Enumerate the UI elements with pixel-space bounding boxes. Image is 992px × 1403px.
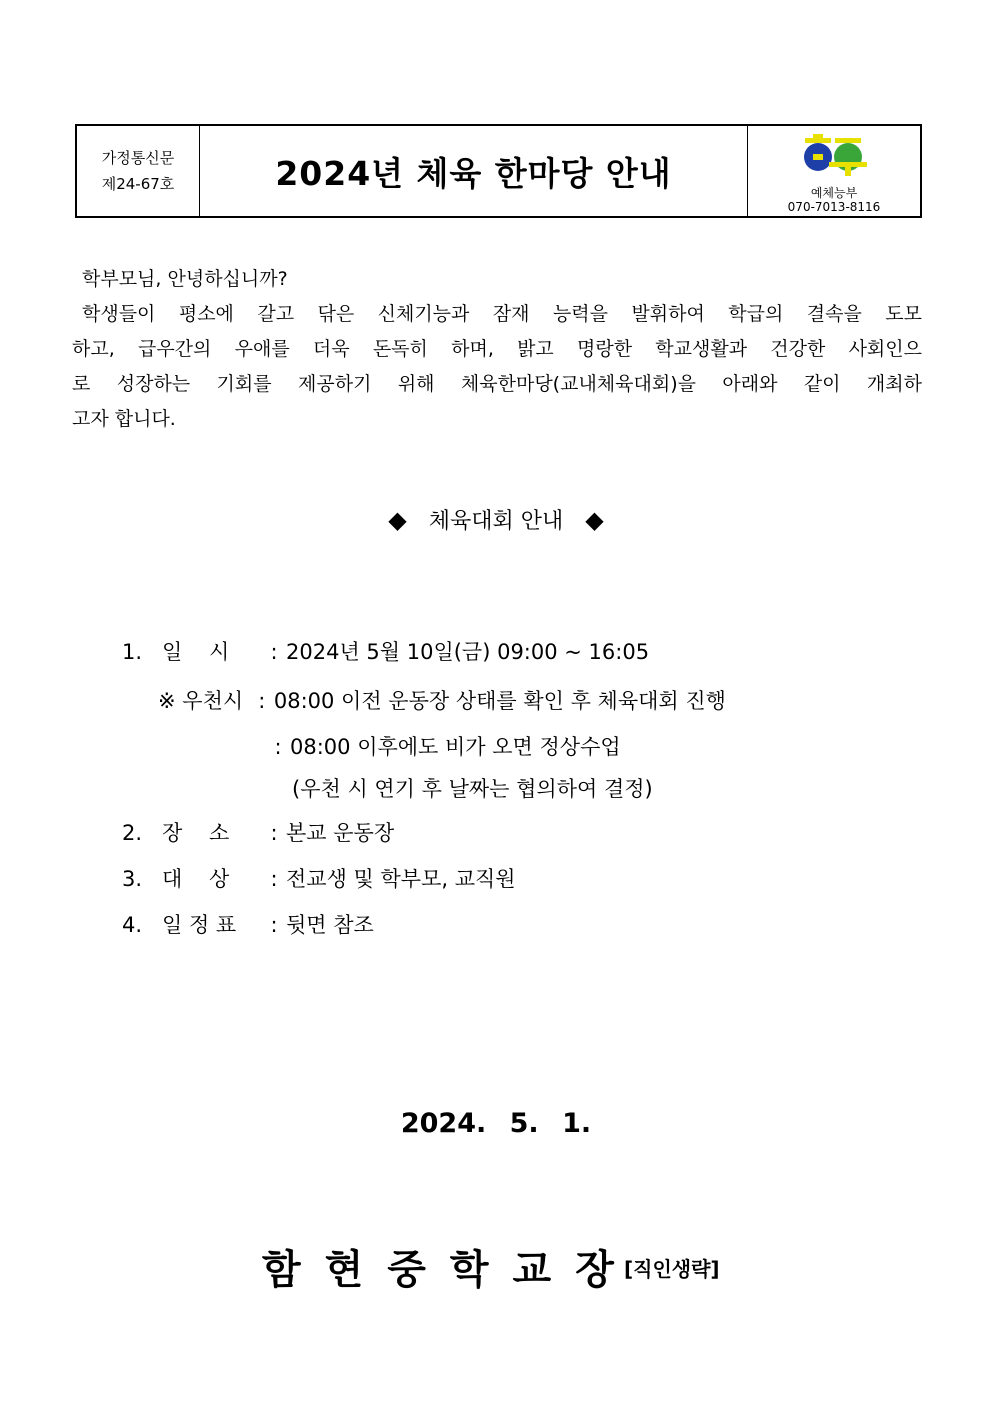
item-label: 일 정 표 (162, 913, 237, 937)
signature: 함현중학교장 (262, 1247, 638, 1293)
dept-phone: 070-7013-8116 (787, 200, 881, 214)
item-rain-note-2 (266, 731, 621, 761)
reference-mark-icon: ※ (158, 689, 176, 713)
item-value: 뒷면 참조 (286, 913, 374, 937)
intro-line: 하고, 급우간의 우애를 더욱 돈독히 하며, 밝고 명랑한 학교생활과 건강한 사회인으 (72, 338, 922, 360)
item-label: 우천시 (182, 689, 244, 713)
item-value: (우천 시 연기 후 날짜는 협의하여 결정) (292, 777, 653, 801)
doc-meta (77, 126, 200, 216)
intro-paragraph (72, 262, 922, 437)
item-label: 장 소 (162, 821, 230, 845)
colon: : (270, 913, 278, 937)
colon: : (274, 735, 282, 759)
item-schedule (122, 909, 374, 939)
diamond-icon: ◆ (585, 506, 604, 534)
item-target (122, 863, 516, 893)
seal-note: [직인생략] (624, 1257, 720, 1281)
dept-name: 예체능부 (810, 186, 858, 200)
item-date (122, 636, 649, 666)
item-value: 08:00 이전 운동장 상태를 확인 후 체육대회 진행 (273, 689, 726, 713)
doc-type: 가정통신문 (101, 149, 175, 167)
item-rain-note (158, 685, 726, 715)
header-box (75, 124, 922, 218)
item-rain-note-3 (292, 773, 653, 803)
item-label: 대 상 (162, 867, 230, 891)
greeting: 학부모님, 안녕하십니까? (82, 268, 288, 290)
item-value: 2024년 5월 10일(금) 09:00 ~ 16:05 (286, 640, 650, 664)
diamond-icon: ◆ (388, 506, 407, 534)
item-value: 08:00 이후에도 비가 오면 정상수업 (290, 735, 621, 759)
item-number: 2. (122, 821, 143, 845)
intro-line: 학생들이 평소에 갈고 닦은 신체기능과 잠재 능력을 발휘하여 학급의 결속을 도모 (82, 303, 922, 325)
item-place (122, 817, 394, 847)
colon: : (270, 640, 278, 664)
item-value: 본교 운동장 (286, 821, 395, 845)
colon: : (270, 821, 278, 845)
school-logo-icon (799, 134, 869, 178)
doc-number: 제24-67호 (101, 175, 175, 193)
colon: : (258, 689, 266, 713)
item-number: 1. (122, 640, 143, 664)
issue-date: 2024. 5. 1. (400, 1108, 592, 1139)
section-title (0, 504, 992, 535)
page-title: 2024년 체육 한마당 안내 (200, 126, 748, 216)
colon: : (270, 867, 278, 891)
dept-info (748, 126, 920, 216)
item-value: 전교생 및 학부모, 교직원 (286, 867, 516, 891)
item-number: 3. (122, 867, 143, 891)
section-title-text: 체육대회 안내 (428, 509, 564, 534)
item-number: 4. (122, 913, 143, 937)
intro-line: 고자 합니다. (72, 408, 176, 430)
item-label: 일 시 (162, 640, 230, 664)
intro-line: 로 성장하는 기회를 제공하기 위해 체육한마당(교내체육대회)을 아래와 같이 개최하 (72, 373, 922, 395)
